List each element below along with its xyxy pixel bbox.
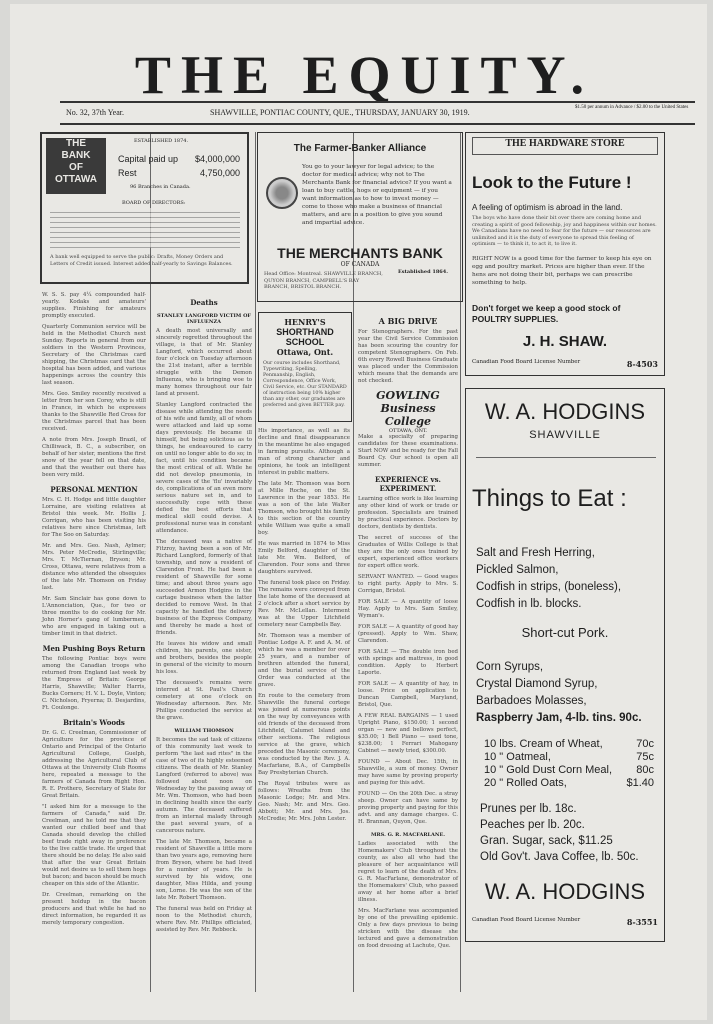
list-item: Pickled Salmon, bbox=[476, 564, 559, 576]
bank-footer: A bank well equipped to serve the public: Drafts, Money Orders and Letters of Credit issued. Interest added half-yearly to Savings Balances. bbox=[50, 254, 233, 267]
list-item: Codfish in lb. blocks. bbox=[476, 598, 582, 610]
britains-woods-heading: Britain's Woods bbox=[63, 718, 125, 727]
hodgins-name: W. A. HODGINS bbox=[484, 399, 646, 424]
hodgins-ad bbox=[465, 388, 665, 942]
left-column: W. S. S. pay 4¼ compounded half-yearly. Kodaks and amateurs' supplies. Finishing for amateurs promptly executed. Quarterly Communion service will be held in the Methodist Church next Sunday. Reports in general from our soldiers in the Western Provinces, Secretary of the Christmas card shipping, the Christmas card that the hospital has been added, and various happenings across the country this last season. Mrs. Geo. Smiley recently received a letter from her son Corey, who is still in France, in which he expresses thanks to the Shawville Red Cross for the Christmas parcel that has been received. A note from Mrs. Joseph Brazil, of Chilliwack, B. C., a subscriber, on behalf of her sister, mentions the first snow of the year fell on that date, and that the weather out there has been very mild. PERSONAL MENTION Mrs. C. H. Hodge and little daughter Lorraine, are visiting relatives at Bristol this week. Mr. Hollis J. Corrigan, who has been visiting his relatives here since Christmas, left for The Soo on Saturday. Mr. and Mrs. Geo. Nash, Aylmer; Mrs. Peter McCredie, Stirlingville; Mrs. T. McTiernan, Bryson; Mr. Cross, Ottawa, were relatives from a distance who attended the obsequies of the late Mr. Thomson on Friday last. Mr. Sam Sinclair has gone down to L'Annonciation, Que., for two or three months to do cooking for Mr. John Horner's gang of lumbermen, who are engaged in taking out a timber limit in that district. Men Pushing Boys Return The following Pontiac boys were among the Canadian troops who returned from England last week by the Empress of Britain: George Harris, Shawville; Walter Harris, Bucks Corners; H. V. L. Doyle, Vinton; C. Nicholson, Fryerna; D. Desjardins, Ft. Coulonge. Britain's Woods Dr. G. C. Creelman, Commissioner of Agriculture for the province of Ontario and Principal of the Ontario Agricultural College, Guelph, addressing the Agricultural Club of Ottawa at the University Club Rooms here, repeated a message to the farmers of Canada from Right Hon. R. E. Prothero, Secretary of State for Great Britain. "I asked him for a message to the farmers of Canada," said Dr. Creelman, and he told me that they wanted our chilled beef and that Canada should develop the chilled beef trade right away in preference to the live cattle trade. He urged that there should be no delay. He also said that after the war Great Britain would not desire us to sell them hogs but bacon; and bacon should be much cheaper on this side of the Atlantic. Dr. Creelman, remarking on the present holdup in the bacon producers and that while he had no direct information, he regarded it as merely temporary congestion. bbox=[42, 292, 146, 926]
branches-count: 96 Branches in Canada. bbox=[130, 184, 191, 190]
hodgins-items2 bbox=[476, 659, 662, 727]
deaths-subtitle: STANLEY LANGFORD VICTIM OF INFLUENZA bbox=[157, 313, 251, 325]
list-item: Gran. Sugar, sack, $11.25 bbox=[480, 835, 613, 847]
experience-heading: EXPERIENCE vs. EXPERIMENT. bbox=[375, 475, 441, 493]
list-item: 10 " Oatmeal, 75c bbox=[484, 751, 654, 763]
merchants-bank-name: THE MERCHANTS BANK bbox=[277, 245, 443, 261]
list-item: Codfish in strips, (boneless), bbox=[476, 581, 622, 593]
list-item: Corn Syrups, bbox=[476, 661, 544, 673]
hodgins-headline: Things to Eat : bbox=[472, 485, 627, 512]
henrys-title: HENRY'S bbox=[284, 317, 326, 327]
list-item: 10 lbs. Cream of Wheat, 70c bbox=[484, 738, 654, 750]
hardware-store-ad bbox=[465, 132, 665, 376]
list-item: Old Gov't. Java Coffee, lb. 50c. bbox=[480, 851, 639, 863]
hardware-cta: Don't forget we keep a good stock of POULTRY SUPPLIES. bbox=[472, 303, 621, 324]
merchants-bank-sub: OF CANADA bbox=[340, 261, 380, 268]
hardware-body2: The boys who have done their bit over there are coming home and creating a spirit of good fellowship, joy and happiness within our homes. We Canadians have no need to fear for the future — our resources are unlimited and it is the duty of everyone to spread this feeling of optimism — to think it, to act it, to live it. bbox=[472, 215, 657, 247]
henrys-title2: SHORTHAND SCHOOL bbox=[276, 327, 334, 347]
newspaper-page bbox=[10, 4, 707, 1020]
henrys-title3: Ottawa, Ont. bbox=[276, 347, 334, 357]
hodgins-items bbox=[476, 545, 662, 613]
alliance-title: The Farmer-Banker Alliance bbox=[293, 143, 427, 154]
place-date: SHAWVILLE, PONTIAC COUNTY, QUE., THURSDAY, JANUARY 30, 1919. bbox=[210, 108, 470, 117]
list-item: 10 " Gold Dust Corn Meal, 80c bbox=[484, 764, 654, 776]
henrys-school-ad bbox=[258, 312, 352, 422]
hardware-headline: Look to the Future ! bbox=[472, 173, 632, 192]
board-list bbox=[50, 208, 240, 248]
hardware-license: Canadian Food Board License Number 8-4503 bbox=[472, 359, 658, 369]
merchants-branches: Head Office: Montreal. SHAWVILLE BRANCH, QUYON BRANCH, CAMPBELL'S BAY BRANCH, BRISTOL BRANCH. bbox=[264, 271, 383, 290]
hardware-body3: RIGHT NOW is a good time for the farmer to keep his eye on egg and poultry market. Prices are higher than ever. If the hens are not doing their bit, perhaps we can prescribe something to help. bbox=[472, 256, 652, 286]
boys-return-heading: Men Pushing Boys Return bbox=[42, 644, 146, 653]
masthead-title: THE EQUITY. bbox=[134, 45, 595, 105]
deaths-column: Deaths STANLEY LANGFORD VICTIM OF INFLUENZA A death most universally and sincerely regretted throughout the village, is that of Mr. Stanley Langford, which occurred about four o'clock on Tuesday afternoon the 21st instant, after a terrible struggle with the Demon Influenza, who is bringing woe to many homes throughout our fair land at present. Stanley Langford contracted the disease while attending the needs of his wife and family, all of whom were attacked and laid up some days previously. He became ill himself, but being solicitous as to things, he endeavoured to carry on until no longer able to do so; in fact, until his condition became the most critical of all. While he did not develop pneumonia, in severe cases of the 'flu' invariably do, complications of an even more serious nature set in, and to successfully cope with these defied the best efforts that medical skill could devise. A professional nurse was in constant attendance. The deceased was a native of Fitzroy, having been a son of Mr. Richard Langford, formerly of that township, and now a resident of Clarendon Front. He had been a resident of Shawville for some time; and about three years ago succeeded Armon Hodgins in the cartage business when the latter decided to remove West. In that capacity he handled the delivery business of the Express Company, and thereby he made a host of friends. He leaves his widow and small children, his parents, one sister, and brothers, besides the people in general of the vicinity to mourn his loss. The deceased's remains were interred at St. Paul's Church cemetery at one o'clock on Wednesday afternoon. Rev. Mr. Phillips conducted the service at the grave. WILLIAM THOMSON It becomes the sad task of citizens of this community last week to perform "the last sad rites" in the case of two of its highly esteemed citizens. The death of Mr. Stanley Langford (referred to above) was followed about noon on Wednesday by the passing away of Mr. Wm. Thomson, who had been in declining health since the early autumn. The deceased suffered from an internal malady through the past several years, of a cancerous nature. The late Mr. Thomson, became a resident of Shawville a little more than two years ago, removing here from Bryson, where he had lived for a number of years. He is survived by his widow, one daughter, Miss Hilda, and young son, Lorne. He was the son of the late Mr. Robert Thomson. The funeral was held on Friday at noon to the Methodist church, where Rev. Mr. Phillips officiated, assisted by Rev. Mr. Rebbeck. bbox=[156, 298, 252, 933]
list-item: Crystal Diamond Syrup, bbox=[476, 678, 598, 690]
subscription-price: $1.50 per annum in Advance / $2.00 to the United States bbox=[575, 105, 689, 110]
rest-line: Rest 4,750,000 bbox=[118, 168, 240, 178]
issue-number: No. 32, 37th Year. bbox=[66, 108, 125, 117]
bank-of-ottawa-ad bbox=[40, 132, 249, 284]
gowling-logo: GOWLING Business College bbox=[376, 389, 440, 428]
hardware-banner: THE HARDWARE STORE bbox=[472, 137, 658, 155]
gowling-sub: OTTAWA, ONT. bbox=[388, 428, 428, 434]
hodgins-license: Canadian Food Board License Number 8-3551 bbox=[472, 917, 658, 927]
bigdrive-body: For Stenographers. For the past year the Civil Service Commission has been scouring the country for competent Stenographers. On Feb. 6th every Rowell Business Graduate was placed under the Commission which means that the demands are not checked. bbox=[358, 329, 458, 384]
hodgins-short-cut: Short-cut Pork. bbox=[521, 625, 609, 640]
hardware-body1: A feeling of optimism is abroad in the land. bbox=[472, 203, 623, 212]
deaths-subtitle2: WILLIAM THOMSON bbox=[174, 728, 234, 734]
list-item: Raspberry Jam, 4-lb. tins. 90c. bbox=[476, 712, 642, 724]
merchants-established: Established 1864. bbox=[398, 269, 448, 275]
list-item: 20 " Rolled Oats, $1.40 bbox=[484, 777, 654, 789]
hodgins-town: SHAWVILLE bbox=[529, 429, 601, 441]
alliance-body: You go to your lawyer for legal advice; to the doctor for medical advice; why not to The Merchants Bank for financial advice? If you want a loan to buy cattle, hogs or equipment — if you want information as to how to invest money — come to those who make a business of financial matters, and are in a position to give you sound and impartial advice. bbox=[302, 164, 452, 226]
bank-logo: THE BANK OF OTTAWA bbox=[46, 138, 106, 194]
hodgins-footer-name: W. A. HODGINS bbox=[484, 879, 646, 904]
board-title: BOARD OF DIRECTORS: bbox=[122, 200, 186, 206]
henrys-body: Our course includes Shorthand, Typewriting, Spelling, Penmanship, English, Correspondence, Office Work, Civil Service, etc. Our STANDARD of instruction being 10% higher than any other, our graduates are preferred and given BETTER pay. bbox=[263, 361, 347, 408]
list-item: Salt and Fresh Herring, bbox=[476, 547, 595, 559]
list-item: Prunes per lb. 18c. bbox=[480, 803, 577, 815]
merchants-bank-ad bbox=[257, 132, 463, 302]
capital-line: Capital paid up $4,000,000 bbox=[118, 154, 240, 164]
bigdrive-column: A BIG DRIVE For Stenographers. For the past year the Civil Service Commission has been scouring the country for competent Stenographers. On Feb. 6th every Rowell Business Graduate was placed under the Commission which means that the demands are not checked. GOWLING Business College OTTAWA, ONT. Make a specialty of preparing candidates for these examinations. Start NOW and be ready for the Fall Board Cy. Our school is open all summer. EXPERIENCE vs. EXPERIMENT. Learning office work is like learning any other kind of work or trade or profession. Specialists are trained by practical experience. Doctors by doctors, dentists by dentists. The secret of success of the Graduates of Willis College is that they are the only ones trained by expert, experienced office workers for expert office work. SERVANT WANTED. — Good wages to right party. Apply to Mrs. S. Corrigan, Bristol. FOR SALE — A quantity of loose Hay. Apply to Mrs. Sam Smiley, Wyman's. FOR SALE — A quantity of good hay (pressed). Apply to Wm. Shaw, Clarendon. FOR SALE — The double iron bed with springs and mattress, in good condition. Apply to Herbert Laporte. FOR SALE — A quantity of hay, in loose. Price on application to Duncan Campbell, Maryland, Bristol, Que. A FEW REAL BARGAINS — 1 used Upright Piano, $150.00; 1 second organ — new and bellows perfect, $35.00; 1 Bell Piano — used tone, $238.00; 1 Ferrari Mahogany Cabinet — newly tried, $300.00. FOUND — About Dec. 15th, in Shawville, a sum of money. Owner may have same by proving property and paying for this advt. FOUND — On the 20th Dec. a stray sheep. Owner can have same by proving property and paying for this advt. and any damage charges. C. H. Brannan, Quyon, Que. MRS. G. R. MACFARLANE. Ladies associated with the Homemakers' Club throughout the county, as also all who had the pleasure of her acquaintance will regret to learn of the death of Mrs. G. R. MacFarlane, demonstrator of the Homemakers' Club, who passed away at her home after a brief illness. Mrs. MacFarlane was accompanied by one of the prevailing epidemic. Only a few days previous to being stricken with the disease she lectured and gave a demonstration on food dressing at Lachute, Que. bbox=[358, 316, 458, 949]
bigdrive-title: A BIG DRIVE bbox=[378, 316, 438, 326]
macfarlane-heading: MRS. G. R. MACFARLANE. bbox=[370, 832, 446, 838]
list-item: Barbadoes Molasses, bbox=[476, 695, 587, 707]
list-item: Peaches per lb. 20c. bbox=[480, 819, 585, 831]
deaths-heading: Deaths bbox=[190, 298, 218, 307]
hodgins-prices bbox=[480, 801, 660, 865]
middle-column: His importance, as well as its decline and final disappearance in the meantime he also engaged in farming pursuits. Although a man of strong character and opinions, he took an intelligent interest in public matters. The late Mr. Thomson was born at Mille Roche, on the St. Lawrence in the year 1853. He was a son of the late Walter Thomson, who brought his family to this section of the country while William was quite a small boy. He was married in 1874 to Miss Emily Belford, daughter of the late Mr. Wm. Belford, of Clarendon. Four sons and three daughters survived. The funeral took place on Friday. The remains were conveyed from the late home of the deceased at 2 o'clock after a short service by Rev. Mr. McLellan. Interment was at the Upper Litchfield cemetery near Campbells Bay. Mr. Thomson was a member of Pontiac Lodge A. F. and A. M. of which he was a member for over 25 years, and a number of brethren attended the funeral, and the burial service of the Order was conducted at the grave. En route to the cemetery from Shawville the funeral cortege was joined at numerous points on the way by conveyances with old friends of the deceased from Litchfield, Calumet Island and other sections. The religious service at the grave, which preceded the Masonic ceremony, was conducted by the Rev. J. A. Macfarlane, B.A., of Campbells Bay Presbyterian Church. The Royal tributes were as follows: Wreaths from the Masonic Lodge; Mr. and Mrs. Geo. Nash; Mr. and Mrs. Geo. Abbott; Mr. and Mrs. Jos. McCredie; Mr. Mrs. John Lester. bbox=[258, 428, 350, 822]
bank-seal-icon bbox=[266, 177, 298, 209]
hardware-owner: J. H. SHAW. bbox=[522, 333, 608, 350]
personal-mention-heading: PERSONAL MENTION bbox=[50, 485, 138, 494]
bank-established: ESTABLISHED 1874. bbox=[134, 138, 189, 144]
hodgins-priced-list bbox=[484, 737, 654, 790]
dateline-bar bbox=[60, 101, 695, 125]
